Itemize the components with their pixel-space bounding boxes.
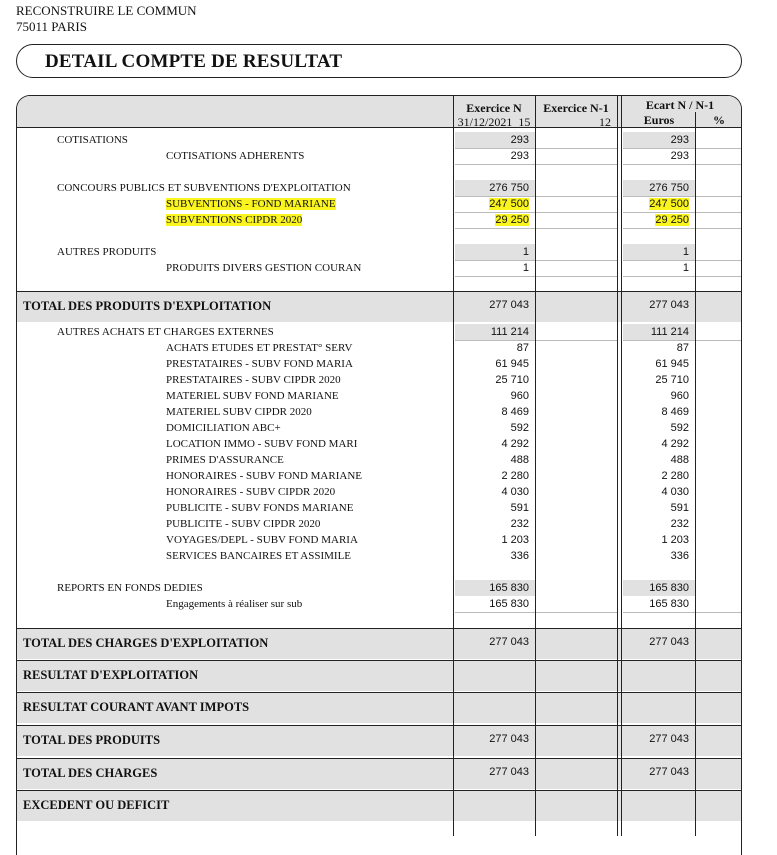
cell-divider xyxy=(623,196,741,197)
col-euros: Euros xyxy=(643,113,675,127)
value-ecart: 1 xyxy=(682,262,689,274)
total-row xyxy=(17,660,741,691)
value-exercice-n: 276 750 xyxy=(489,182,529,194)
value-ecart: 277 043 xyxy=(649,733,689,745)
cell-divider xyxy=(623,340,741,341)
value-ecart: 232 xyxy=(670,518,689,530)
value-exercice-n: 336 xyxy=(510,550,529,562)
row-label: VOYAGES/DEPL - SUBV FOND MARIA xyxy=(166,534,358,546)
row-label: RESULTAT COURANT AVANT IMPOTS xyxy=(23,700,250,714)
row-divider xyxy=(17,660,741,661)
value-exercice-n: 165 830 xyxy=(489,582,529,594)
table-row xyxy=(17,388,741,404)
value-ecart: 29 250 xyxy=(655,214,689,226)
table-row xyxy=(17,500,741,516)
value-exercice-n: 591 xyxy=(510,502,529,514)
value-ecart: 2 280 xyxy=(661,470,689,482)
row-label: DOMICILIATION ABC+ xyxy=(166,422,281,434)
row-label: TOTAL DES CHARGES D'EXPLOITATION xyxy=(23,636,269,650)
value-exercice-n: 277 043 xyxy=(489,636,529,648)
row-divider xyxy=(17,291,741,292)
value-exercice-n: 87 xyxy=(516,342,529,354)
result-table xyxy=(16,95,742,855)
cell-divider xyxy=(623,148,741,149)
total-row xyxy=(17,790,741,821)
value-exercice-n: 4 030 xyxy=(501,486,529,498)
col-exercice-n1-months: 12 xyxy=(599,115,611,129)
table-row xyxy=(17,596,741,612)
table-row xyxy=(17,260,741,276)
value-ecart: 293 xyxy=(670,150,689,162)
cell-divider xyxy=(623,212,741,213)
value-ecart: 293 xyxy=(670,134,689,146)
value-exercice-n: 1 xyxy=(522,246,529,258)
col-exercice-n-months: 15 xyxy=(518,115,531,129)
value-exercice-n: 1 xyxy=(522,262,529,274)
cell-divider xyxy=(623,612,741,613)
total-row xyxy=(17,725,741,756)
row-label: EXCEDENT OU DEFICIT xyxy=(23,798,170,812)
value-ecart: 25 710 xyxy=(655,374,689,386)
row-divider xyxy=(17,725,741,726)
value-ecart: 960 xyxy=(670,390,689,402)
company-name: RECONSTRUIRE LE COMMUN xyxy=(16,3,197,18)
row-label: Engagements à réaliser sur sub xyxy=(166,598,303,610)
value-ecart: 61 945 xyxy=(655,358,689,370)
cell-divider xyxy=(623,164,741,165)
row-label: SUBVENTIONS CIPDR 2020 xyxy=(166,214,303,226)
cell-divider xyxy=(623,228,741,229)
row-label: HONORAIRES - SUBV FOND MARIANE xyxy=(166,470,362,482)
row-label: TOTAL DES PRODUITS xyxy=(23,733,161,747)
row-label: RESULTAT D'EXPLOITATION xyxy=(23,668,199,682)
table-row xyxy=(17,548,741,564)
row-label: PUBLICITE - SUBV CIPDR 2020 xyxy=(166,518,321,530)
value-ecart: 247 500 xyxy=(649,198,689,210)
row-label: COTISATIONS xyxy=(57,134,128,146)
value-exercice-n: 592 xyxy=(510,422,529,434)
row-label: REPORTS EN FONDS DEDIES xyxy=(57,582,203,594)
row-divider xyxy=(17,692,741,693)
value-ecart: 277 043 xyxy=(649,636,689,648)
total-row xyxy=(17,758,741,789)
value-exercice-n: 25 710 xyxy=(495,374,529,386)
row-label: MATERIEL SUBV FOND MARIANE xyxy=(166,390,339,402)
row-label: PUBLICITE - SUBV FONDS MARIANE xyxy=(166,502,354,514)
total-row xyxy=(17,692,741,723)
row-label: LOCATION IMMO - SUBV FOND MARI xyxy=(166,438,358,450)
value-exercice-n: 8 469 xyxy=(501,406,529,418)
value-exercice-n: 111 214 xyxy=(490,326,529,338)
table-row xyxy=(17,212,741,228)
row-label: AUTRES ACHATS ET CHARGES EXTERNES xyxy=(57,326,274,338)
table-row xyxy=(17,340,741,356)
col-ecart: Ecart N / N-1 xyxy=(645,98,715,112)
value-exercice-n: 960 xyxy=(510,390,529,402)
value-exercice-n: 293 xyxy=(510,134,529,146)
row-divider xyxy=(17,628,741,629)
row-label: TOTAL DES CHARGES xyxy=(23,766,158,780)
table-row xyxy=(17,484,741,500)
value-ecart: 488 xyxy=(670,454,689,466)
value-ecart: 165 830 xyxy=(649,598,689,610)
row-label: PRESTATAIRES - SUBV CIPDR 2020 xyxy=(166,374,341,386)
table-row xyxy=(17,148,741,164)
value-ecart: 277 043 xyxy=(649,766,689,778)
total-row xyxy=(17,628,741,659)
value-ecart: 336 xyxy=(670,550,689,562)
table-row xyxy=(17,132,741,148)
value-exercice-n: 2 280 xyxy=(501,470,529,482)
value-exercice-n: 277 043 xyxy=(489,299,529,311)
row-label: CONCOURS PUBLICS ET SUBVENTIONS D'EXPLOITATION xyxy=(57,182,351,194)
table-row xyxy=(17,404,741,420)
table-row xyxy=(17,436,741,452)
table-row xyxy=(17,532,741,548)
row-label: SUBVENTIONS - FOND MARIANE xyxy=(166,198,336,210)
value-ecart: 4 030 xyxy=(661,486,689,498)
value-ecart: 165 830 xyxy=(649,582,689,594)
company-city: 75011 PARIS xyxy=(16,19,87,34)
table-row xyxy=(17,196,741,212)
row-label: AUTRES PRODUITS xyxy=(57,246,157,258)
col-exercice-n: Exercice N 31/12/2021 15 xyxy=(457,101,531,129)
table-row xyxy=(17,180,741,196)
table-row xyxy=(17,420,741,436)
row-label: COTISATIONS ADHERENTS xyxy=(166,150,305,162)
table-row xyxy=(17,372,741,388)
value-exercice-n: 1 203 xyxy=(501,534,529,546)
value-exercice-n: 165 830 xyxy=(489,598,529,610)
row-label: PRODUITS DIVERS GESTION COURAN xyxy=(166,262,362,274)
value-exercice-n: 61 945 xyxy=(495,358,529,370)
row-label: MATERIEL SUBV CIPDR 2020 xyxy=(166,406,312,418)
value-ecart: 4 292 xyxy=(661,438,689,450)
total-row xyxy=(17,291,741,322)
cell-divider xyxy=(623,276,741,277)
row-label: HONORAIRES - SUBV CIPDR 2020 xyxy=(166,486,336,498)
value-exercice-n: 29 250 xyxy=(495,214,529,226)
table-row xyxy=(17,580,741,596)
value-ecart: 1 xyxy=(682,246,689,258)
value-ecart: 8 469 xyxy=(661,406,689,418)
cell-divider xyxy=(623,260,741,261)
row-divider xyxy=(17,758,741,759)
value-exercice-n: 232 xyxy=(510,518,529,530)
value-exercice-n: 247 500 xyxy=(489,198,529,210)
table-row xyxy=(17,356,741,372)
title-box xyxy=(16,44,742,78)
value-ecart: 1 203 xyxy=(661,534,689,546)
value-exercice-n: 293 xyxy=(510,150,529,162)
table-row xyxy=(17,468,741,484)
value-ecart: 87 xyxy=(676,342,689,354)
col-pct: % xyxy=(713,113,725,127)
row-label: PRIMES D'ASSURANCE xyxy=(166,454,284,466)
value-ecart: 111 214 xyxy=(650,326,689,338)
row-label: SERVICES BANCAIRES ET ASSIMILE xyxy=(166,550,352,562)
value-ecart: 592 xyxy=(670,422,689,434)
table-row xyxy=(17,324,741,340)
value-exercice-n: 488 xyxy=(510,454,529,466)
col-exercice-n1: Exercice N-1 12 xyxy=(537,101,615,128)
row-divider xyxy=(17,790,741,791)
value-exercice-n: 277 043 xyxy=(489,733,529,745)
table-row xyxy=(17,452,741,468)
value-ecart: 277 043 xyxy=(649,299,689,311)
table-row xyxy=(17,516,741,532)
row-label: ACHATS ETUDES ET PRESTAT° SERV xyxy=(166,342,353,354)
value-ecart: 276 750 xyxy=(649,182,689,194)
table-row xyxy=(17,244,741,260)
value-exercice-n: 4 292 xyxy=(501,438,529,450)
row-label: PRESTATAIRES - SUBV FOND MARIA xyxy=(166,358,353,370)
value-ecart: 591 xyxy=(670,502,689,514)
page-title: DETAIL COMPTE DE RESULTAT xyxy=(45,51,343,72)
value-exercice-n: 277 043 xyxy=(489,766,529,778)
row-label: TOTAL DES PRODUITS D'EXPLOITATION xyxy=(23,299,272,313)
col-exercice-n-date: 31/12/2021 xyxy=(457,115,513,129)
